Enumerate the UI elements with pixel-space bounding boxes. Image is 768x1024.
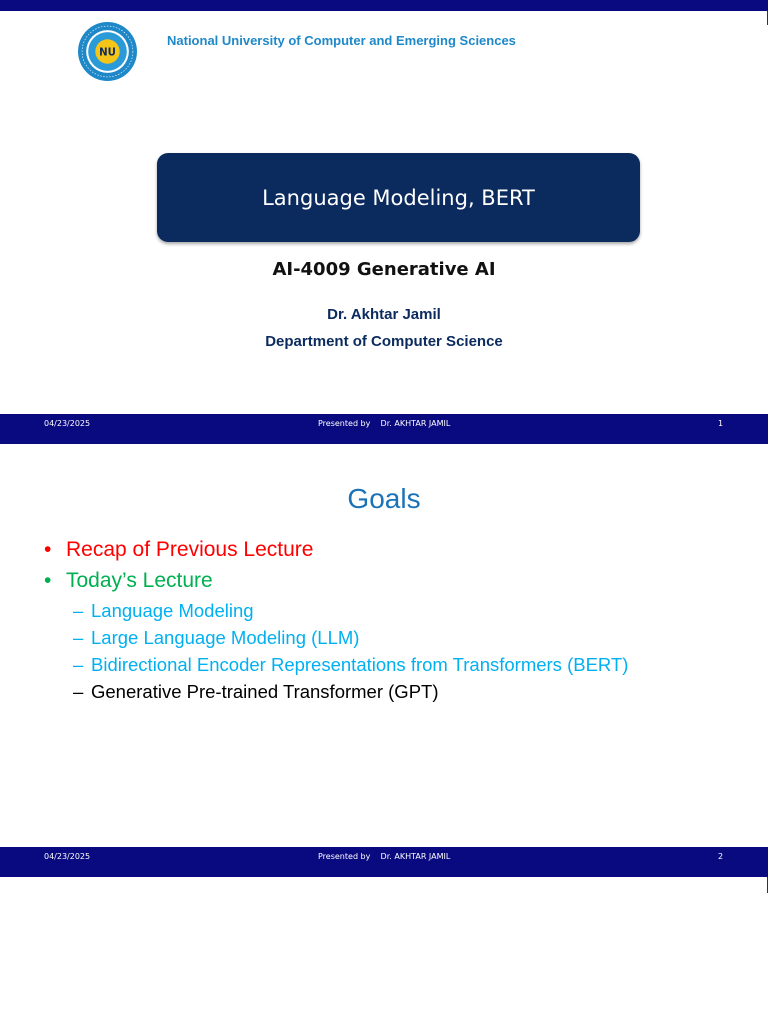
footer-bar: [0, 847, 768, 877]
slide-title: Language Modeling, BERT: [262, 185, 535, 210]
sub-bullet-text: Language Modeling: [91, 600, 254, 621]
department-name: Department of Computer Science: [265, 333, 503, 350]
top-bar: [0, 0, 768, 11]
footer-presenter: Presented by Dr. AKHTAR JAMIL: [318, 852, 451, 861]
dash-icon: –: [73, 627, 84, 648]
footer-date: 04/23/2025: [44, 419, 91, 428]
sub-bullet-item: [73, 654, 628, 676]
slide-2: [0, 444, 768, 878]
bullet-item: [44, 569, 213, 593]
sub-bullet-text: Large Language Modeling (LLM): [91, 627, 360, 648]
footer-bar: [0, 414, 768, 444]
sub-bullet-item: [73, 681, 439, 703]
author-name: Dr. Akhtar Jamil: [327, 306, 441, 323]
footer-presenter: Presented by Dr. AKHTAR JAMIL: [318, 419, 451, 428]
footer-date: 04/23/2025: [44, 852, 91, 861]
slide-1: [0, 0, 768, 444]
sub-bullet-text: Generative Pre-trained Transformer (GPT): [91, 681, 439, 702]
sub-bullet-item: [73, 627, 359, 649]
sub-bullet-item: [73, 600, 254, 622]
bullet-dot-icon: •: [44, 569, 52, 592]
university-name: National University of Computer and Emerging Sciences: [167, 33, 516, 48]
goals-heading: Goals: [347, 483, 421, 514]
bullet-dot-icon: •: [44, 538, 52, 561]
dash-icon: –: [73, 654, 84, 675]
footer-page-number: 1: [718, 419, 724, 428]
logo-initials: NU: [99, 47, 116, 59]
dash-icon: –: [73, 681, 84, 702]
university-logo: [77, 21, 138, 82]
bullet-text: Recap of Previous Lecture: [66, 538, 314, 561]
bullet-text: Today’s Lecture: [66, 569, 213, 592]
title-box: [157, 153, 640, 242]
footer-page-number: 2: [718, 852, 724, 861]
course-title: AI-4009 Generative AI: [272, 259, 496, 280]
sub-bullet-text: Bidirectional Encoder Representations from Transformers (BERT): [91, 654, 629, 675]
bullet-item: [44, 538, 313, 562]
dash-icon: –: [73, 600, 84, 621]
